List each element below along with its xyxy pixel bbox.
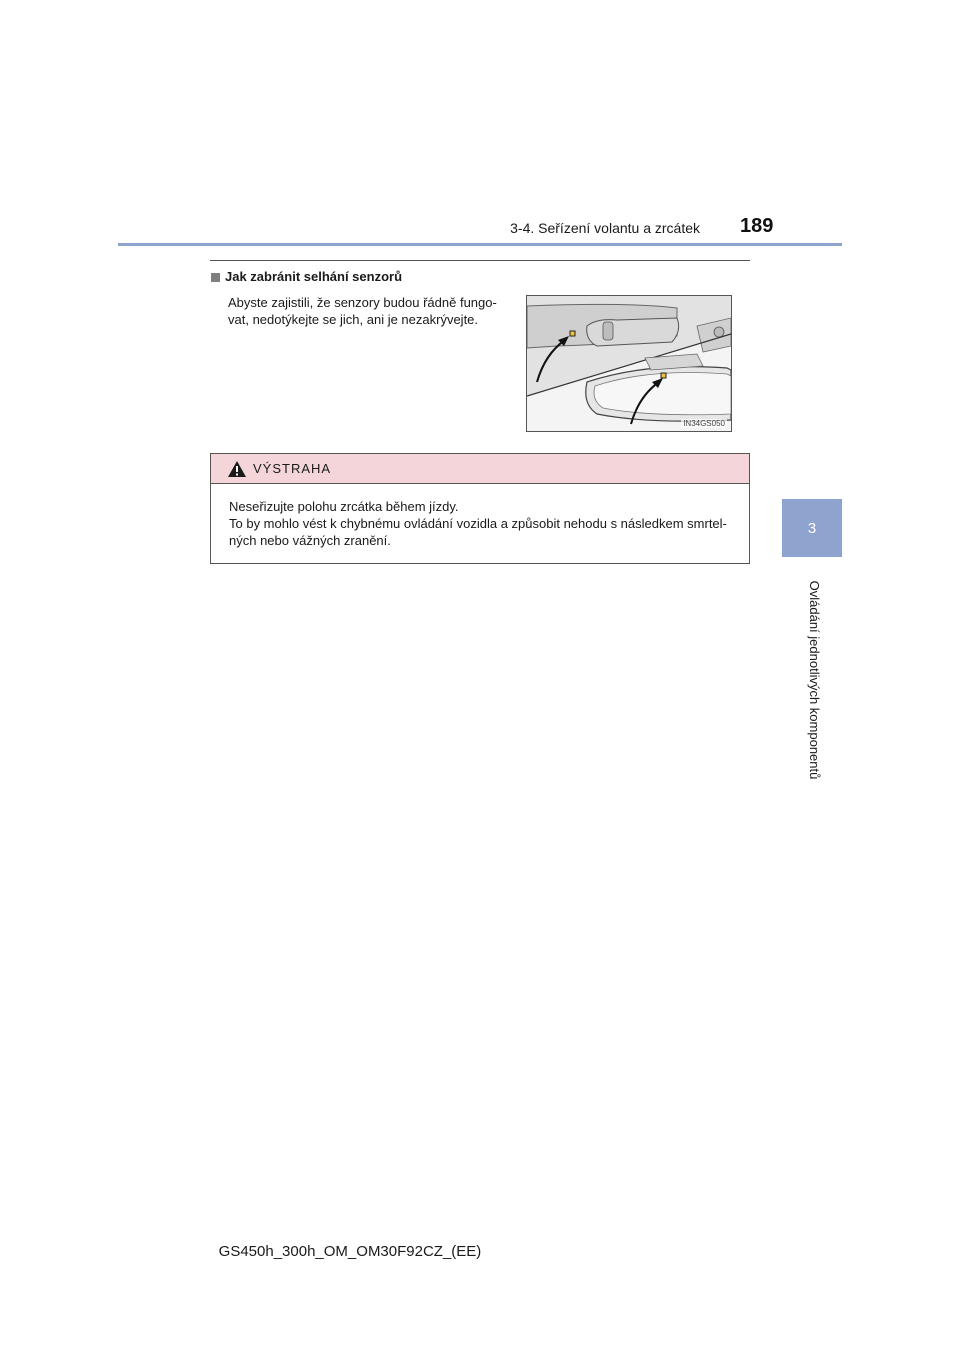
chapter-tab [782,499,842,557]
section-heading: Jak zabránit selhání senzorů [225,269,403,284]
warning-triangle-icon [227,460,247,478]
chapter-number: 3 [807,519,817,537]
mirror-sensor-drawing [527,296,731,431]
warning-line-2: To by mohlo vést k chybnému ovládání vozidla a způsobit nehodu s následkem smrtel-ných nebo vážných zranění. [229,516,727,548]
bullet-square-icon [211,273,220,282]
chapter-title: Ovládání jednotlivých komponentů [807,580,822,780]
warning-header [211,454,749,484]
figure-code: IN34GS050 [683,419,725,428]
header-section-title: 3-4. Seřízení volantu a zrcátek [510,220,700,236]
warning-line-1: Neseřizujte polohu zrcátka během jízdy. [229,499,459,514]
page-number: 189 [740,215,774,237]
sensor-illustration [526,295,732,432]
section-rule [210,260,750,261]
document-code: GS450h_300h_OM_OM30F92CZ_(EE) [218,1243,482,1260]
warning-body [211,484,749,549]
warning-title: VÝSTRAHA [253,461,332,476]
section-paragraph: Abyste zajistili, že senzory budou řádně fungo-vat, nedotýkejte se jich, ani je nezakrývejte. [228,295,497,327]
warning-box [210,453,750,564]
header-rule [118,243,842,246]
